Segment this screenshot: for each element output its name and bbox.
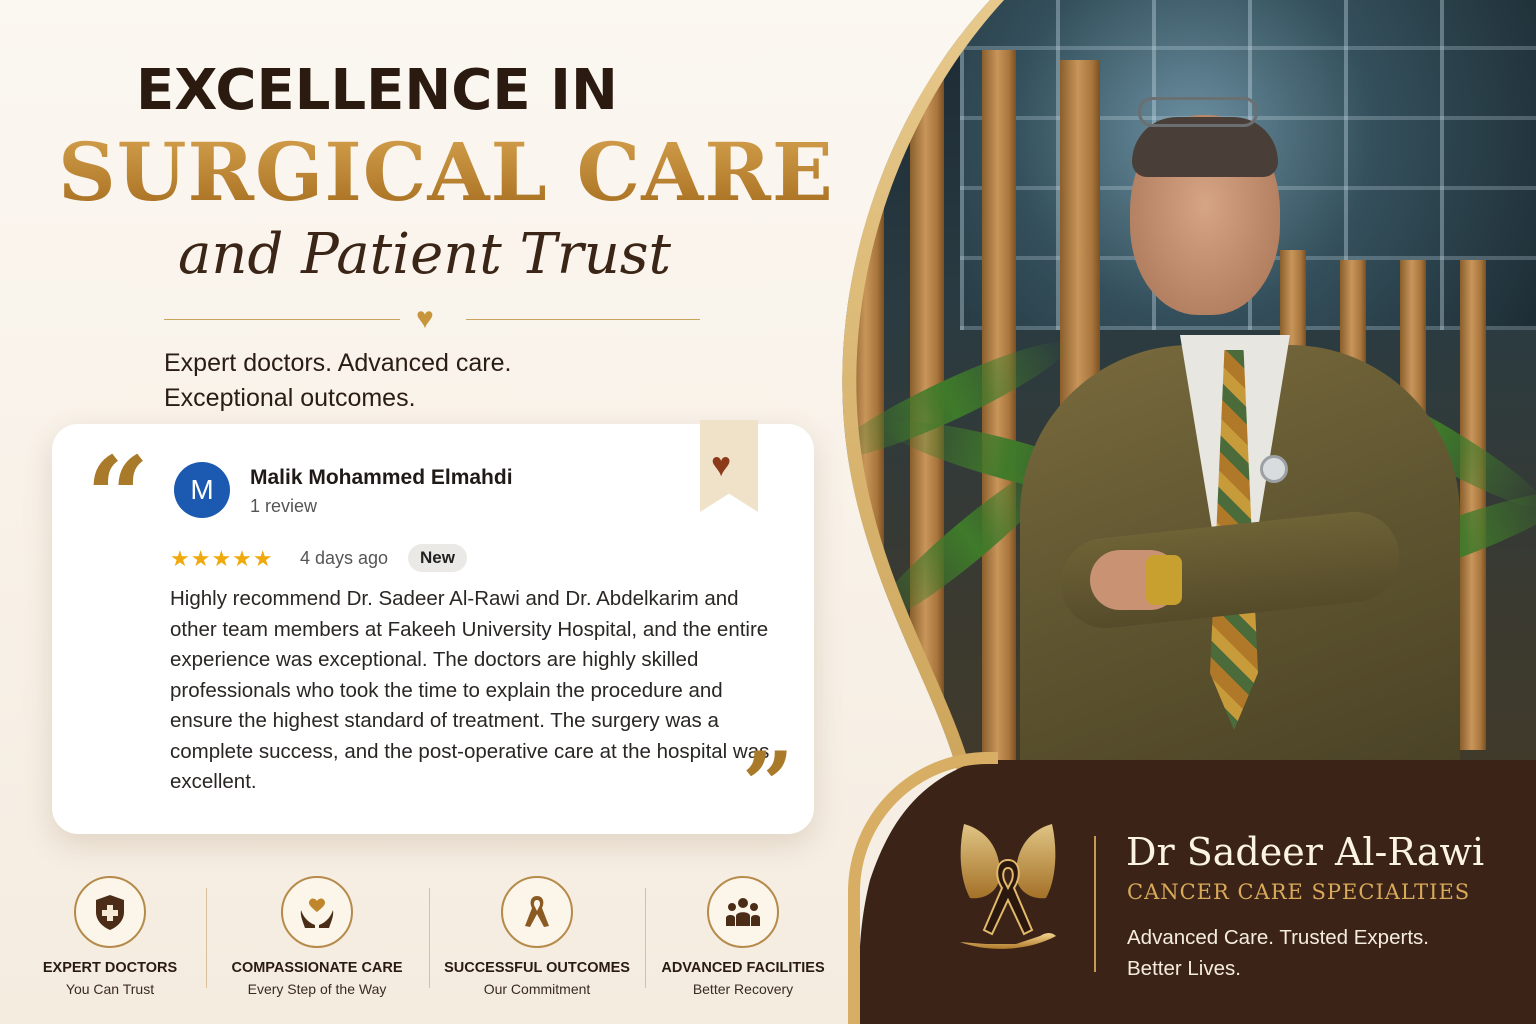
review-count: 1 review [250, 496, 318, 516]
feature-successful-outcomes [437, 876, 637, 997]
glasses-icon [1138, 97, 1258, 127]
reviewer-name: Malik Mohammed Elmahdi [250, 466, 513, 489]
tagline-line-1: Expert doctors. Advanced care. [164, 349, 512, 377]
feature-title: COMPASSIONATE CARE [231, 960, 403, 976]
ribbon-icon [501, 876, 573, 948]
avatar: M [174, 462, 230, 518]
tagline [164, 346, 511, 416]
star-rating: ★★★★★ [170, 546, 274, 571]
feature-title: ADVANCED FACILITIES [661, 960, 825, 976]
new-badge: New [408, 544, 467, 572]
feature-subtitle: You Can Trust [65, 981, 155, 997]
wood-slat [982, 50, 1016, 770]
feature-divider [206, 888, 207, 988]
feature-advanced-facilities [643, 876, 843, 997]
group-icon [707, 876, 779, 948]
feature-title: EXPERT DOCTORS [42, 960, 178, 976]
wood-slat [1460, 260, 1486, 750]
brand-tagline-line-2: Better Lives. [1127, 957, 1241, 980]
heart-hands-icon [281, 876, 353, 948]
feature-title: SUCCESSFUL OUTCOMES [444, 960, 630, 976]
divider-right [466, 319, 700, 320]
feature-compassionate-care [217, 876, 417, 997]
shield-cross-icon [74, 876, 146, 948]
headline-line-2: SURGICAL CARE [58, 125, 834, 219]
brand-tagline [1127, 922, 1429, 984]
heart-icon: ♥ [416, 302, 434, 335]
tagline-line-2: Exceptional outcomes. [164, 384, 416, 412]
feature-subtitle: Our Commitment [483, 981, 591, 997]
feature-subtitle: Every Step of the Way [247, 981, 387, 997]
headline-script: and Patient Trust [178, 222, 672, 287]
wristwatch [1146, 555, 1182, 605]
feature-expert-doctors [10, 876, 210, 997]
ribbon-logo-icon [956, 820, 1060, 960]
brand-separator [1094, 836, 1096, 972]
feature-subtitle: Better Recovery [692, 981, 794, 997]
heart-icon: ♥ [711, 446, 732, 484]
brand-tagline-line-1: Advanced Care. Trusted Experts. [1127, 926, 1429, 949]
divider-left [164, 319, 400, 320]
feature-divider [429, 888, 430, 988]
brand-specialty: CANCER CARE SPECIALTIES [1127, 880, 1471, 904]
open-quote-icon: “ [86, 432, 150, 561]
doctor-figure [1020, 95, 1460, 775]
headline-line-1: EXCELLENCE IN [136, 58, 618, 123]
review-text: Highly recommend Dr. Sadeer Al-Rawi and Dr. Abdelkarim and other team members at Fakeeh University Hospital, and the entire experience was exceptional. The doctors are highly skilled professionals who took the time to explain the procedure and ensure the highest standard of treatment. The surgery was a complete success, and the post-operative care at the hospital was excellent. [170, 587, 770, 793]
id-badge-reel [1260, 455, 1288, 483]
close-quote-icon: ” [742, 732, 794, 838]
review-time: 4 days ago [300, 548, 389, 568]
brand-name: Dr Sadeer Al-Rawi [1126, 830, 1485, 874]
